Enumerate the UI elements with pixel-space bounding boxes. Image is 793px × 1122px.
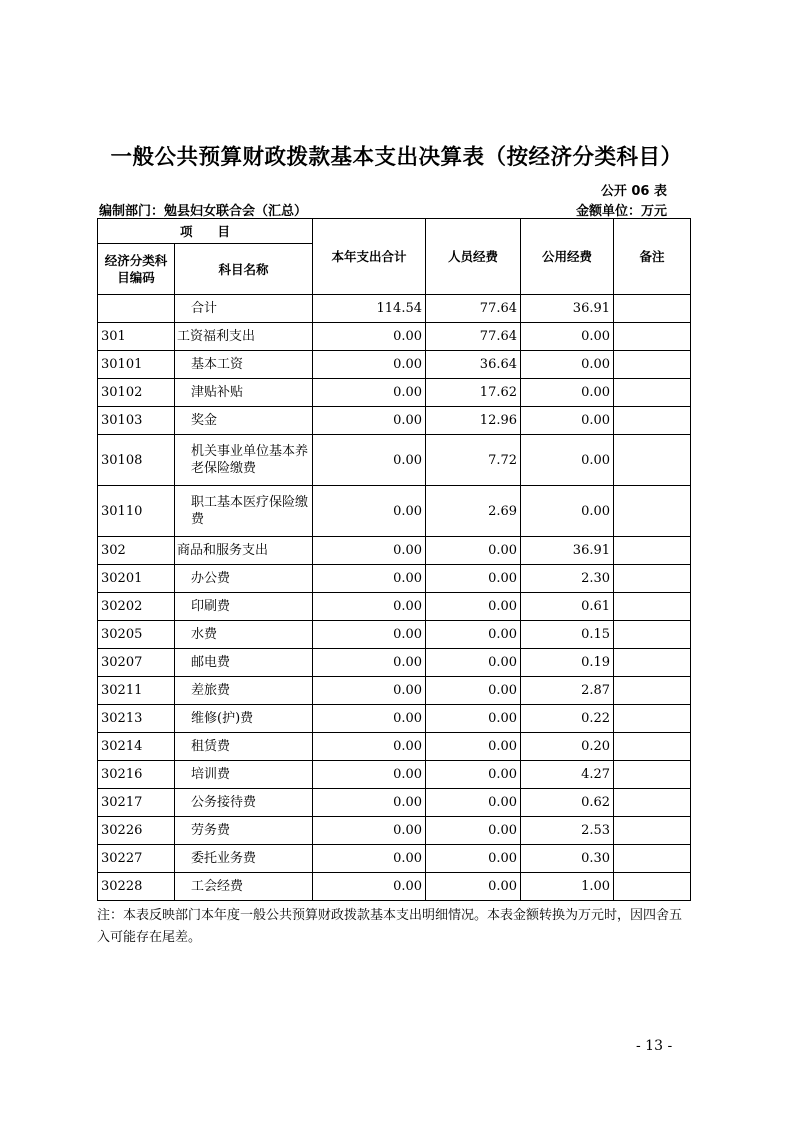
cell-personnel: 0.00 bbox=[426, 733, 521, 761]
cell-name: 机关事业单位基本养老保险缴费 bbox=[175, 435, 313, 486]
table-note: 注：本表反映部门本年度一般公共预算财政拨款基本支出明细情况。本表金额转换为万元时，因四舍五入可能存在尾差。 bbox=[97, 908, 683, 945]
table-row bbox=[98, 565, 691, 593]
table-row bbox=[98, 379, 691, 407]
cell-personnel: 0.00 bbox=[426, 621, 521, 649]
unit-label: 金额单位：万元 bbox=[575, 204, 667, 219]
cell-personnel: 0.00 bbox=[426, 873, 521, 901]
cell-code: 30205 bbox=[98, 621, 175, 649]
cell-remark bbox=[614, 817, 691, 845]
cell-personnel: 0.00 bbox=[426, 593, 521, 621]
cell-code: 30211 bbox=[98, 677, 175, 705]
cell-public: 0.19 bbox=[521, 649, 614, 677]
cell-personnel: 0.00 bbox=[426, 649, 521, 677]
cell-name: 维修(护)费 bbox=[175, 705, 313, 733]
cell-remark bbox=[614, 873, 691, 901]
cell-public: 2.53 bbox=[521, 817, 614, 845]
cell-personnel: 0.00 bbox=[426, 817, 521, 845]
table-row bbox=[98, 789, 691, 817]
cell-total: 0.00 bbox=[313, 379, 426, 407]
table-row bbox=[98, 677, 691, 705]
cell-remark bbox=[614, 537, 691, 565]
cell-total: 0.00 bbox=[313, 537, 426, 565]
cell-remark bbox=[614, 733, 691, 761]
cell-public: 0.20 bbox=[521, 733, 614, 761]
cell-personnel: 0.00 bbox=[426, 845, 521, 873]
cell-name: 津贴补贴 bbox=[175, 379, 313, 407]
cell-remark bbox=[614, 677, 691, 705]
table-row bbox=[98, 323, 691, 351]
cell-total: 0.00 bbox=[313, 761, 426, 789]
cell-name: 工会经费 bbox=[175, 873, 313, 901]
cell-remark bbox=[614, 649, 691, 677]
cell-personnel: 0.00 bbox=[426, 761, 521, 789]
page-title: 一般公共预算财政拨款基本支出决算表（按经济分类科目） bbox=[110, 145, 683, 170]
cell-name: 办公费 bbox=[175, 565, 313, 593]
cell-name: 工资福利支出 bbox=[175, 323, 313, 351]
cell-personnel: 2.69 bbox=[426, 486, 521, 537]
table-row bbox=[98, 705, 691, 733]
cell-remark bbox=[614, 705, 691, 733]
header-total: 本年支出合计 bbox=[313, 219, 426, 295]
cell-total: 0.00 bbox=[313, 407, 426, 435]
cell-code bbox=[98, 295, 175, 323]
cell-total: 0.00 bbox=[313, 593, 426, 621]
cell-code: 30102 bbox=[98, 379, 175, 407]
cell-name: 合计 bbox=[175, 295, 313, 323]
cell-code: 30108 bbox=[98, 435, 175, 486]
cell-personnel: 77.64 bbox=[426, 323, 521, 351]
cell-name: 基本工资 bbox=[175, 351, 313, 379]
cell-public: 0.00 bbox=[521, 351, 614, 379]
cell-total: 0.00 bbox=[313, 789, 426, 817]
expenditure-table bbox=[97, 218, 691, 901]
cell-name: 邮电费 bbox=[175, 649, 313, 677]
cell-remark bbox=[614, 486, 691, 537]
header-name: 科目名称 bbox=[175, 244, 313, 295]
table-row bbox=[98, 486, 691, 537]
header-code: 经济分类科目编码 bbox=[98, 244, 175, 295]
cell-code: 30101 bbox=[98, 351, 175, 379]
cell-code: 30214 bbox=[98, 733, 175, 761]
cell-total: 0.00 bbox=[313, 677, 426, 705]
cell-code: 30202 bbox=[98, 593, 175, 621]
cell-remark bbox=[614, 351, 691, 379]
cell-personnel: 36.64 bbox=[426, 351, 521, 379]
cell-public: 0.30 bbox=[521, 845, 614, 873]
cell-total: 0.00 bbox=[313, 817, 426, 845]
cell-total: 0.00 bbox=[313, 873, 426, 901]
cell-code: 30227 bbox=[98, 845, 175, 873]
table-row bbox=[98, 537, 691, 565]
cell-public: 0.61 bbox=[521, 593, 614, 621]
cell-code: 30207 bbox=[98, 649, 175, 677]
cell-name: 水费 bbox=[175, 621, 313, 649]
cell-personnel: 0.00 bbox=[426, 705, 521, 733]
cell-public: 2.87 bbox=[521, 677, 614, 705]
table-row bbox=[98, 295, 691, 323]
cell-name: 奖金 bbox=[175, 407, 313, 435]
cell-remark bbox=[614, 323, 691, 351]
cell-total: 0.00 bbox=[313, 705, 426, 733]
cell-code: 30216 bbox=[98, 761, 175, 789]
cell-total: 114.54 bbox=[313, 295, 426, 323]
cell-name: 差旅费 bbox=[175, 677, 313, 705]
cell-total: 0.00 bbox=[313, 486, 426, 537]
cell-code: 30103 bbox=[98, 407, 175, 435]
cell-name: 职工基本医疗保险缴费 bbox=[175, 486, 313, 537]
table-row bbox=[98, 649, 691, 677]
cell-name: 公务接待费 bbox=[175, 789, 313, 817]
cell-remark bbox=[614, 593, 691, 621]
table-row bbox=[98, 733, 691, 761]
cell-personnel: 12.96 bbox=[426, 407, 521, 435]
cell-name: 印刷费 bbox=[175, 593, 313, 621]
table-row bbox=[98, 435, 691, 486]
page-number: - 13 - bbox=[636, 1038, 673, 1054]
header-item: 项 目 bbox=[98, 219, 313, 244]
cell-personnel: 17.62 bbox=[426, 379, 521, 407]
cell-personnel: 7.72 bbox=[426, 435, 521, 486]
cell-public: 0.00 bbox=[521, 407, 614, 435]
cell-total: 0.00 bbox=[313, 649, 426, 677]
cell-public: 2.30 bbox=[521, 565, 614, 593]
cell-public: 0.15 bbox=[521, 621, 614, 649]
cell-public: 0.22 bbox=[521, 705, 614, 733]
table-row bbox=[98, 761, 691, 789]
cell-code: 30213 bbox=[98, 705, 175, 733]
header-remark: 备注 bbox=[614, 219, 691, 295]
cell-code: 30217 bbox=[98, 789, 175, 817]
cell-code: 301 bbox=[98, 323, 175, 351]
table-row bbox=[98, 351, 691, 379]
department-label: 编制部门：勉县妇女联合会（汇总） bbox=[99, 204, 308, 219]
cell-total: 0.00 bbox=[313, 733, 426, 761]
table-row bbox=[98, 407, 691, 435]
cell-personnel: 0.00 bbox=[426, 677, 521, 705]
cell-public: 0.00 bbox=[521, 379, 614, 407]
cell-public: 4.27 bbox=[521, 761, 614, 789]
cell-personnel: 0.00 bbox=[426, 537, 521, 565]
cell-name: 委托业务费 bbox=[175, 845, 313, 873]
cell-remark bbox=[614, 789, 691, 817]
cell-total: 0.00 bbox=[313, 621, 426, 649]
cell-remark bbox=[614, 845, 691, 873]
table-row bbox=[98, 621, 691, 649]
header-personnel: 人员经费 bbox=[426, 219, 521, 295]
cell-name: 商品和服务支出 bbox=[175, 537, 313, 565]
cell-total: 0.00 bbox=[313, 323, 426, 351]
cell-public: 36.91 bbox=[521, 537, 614, 565]
cell-code: 30110 bbox=[98, 486, 175, 537]
cell-public: 0.00 bbox=[521, 486, 614, 537]
cell-public: 0.62 bbox=[521, 789, 614, 817]
cell-total: 0.00 bbox=[313, 845, 426, 873]
cell-remark bbox=[614, 407, 691, 435]
table-row bbox=[98, 845, 691, 873]
cell-total: 0.00 bbox=[313, 565, 426, 593]
table-body bbox=[98, 295, 691, 901]
cell-remark bbox=[614, 379, 691, 407]
cell-public: 0.00 bbox=[521, 435, 614, 486]
cell-personnel: 0.00 bbox=[426, 565, 521, 593]
cell-public: 0.00 bbox=[521, 323, 614, 351]
cell-total: 0.00 bbox=[313, 435, 426, 486]
cell-total: 0.00 bbox=[313, 351, 426, 379]
cell-remark bbox=[614, 621, 691, 649]
table-row bbox=[98, 593, 691, 621]
cell-name: 培训费 bbox=[175, 761, 313, 789]
cell-personnel: 77.64 bbox=[426, 295, 521, 323]
cell-name: 劳务费 bbox=[175, 817, 313, 845]
cell-name: 租赁费 bbox=[175, 733, 313, 761]
cell-remark bbox=[614, 295, 691, 323]
cell-code: 30226 bbox=[98, 817, 175, 845]
form-code: 公开 06 表 bbox=[600, 184, 667, 199]
cell-remark bbox=[614, 761, 691, 789]
cell-code: 302 bbox=[98, 537, 175, 565]
header-public: 公用经费 bbox=[521, 219, 614, 295]
table-row bbox=[98, 817, 691, 845]
cell-code: 30201 bbox=[98, 565, 175, 593]
cell-personnel: 0.00 bbox=[426, 789, 521, 817]
cell-remark bbox=[614, 435, 691, 486]
cell-public: 1.00 bbox=[521, 873, 614, 901]
table-row bbox=[98, 873, 691, 901]
cell-code: 30228 bbox=[98, 873, 175, 901]
cell-remark bbox=[614, 565, 691, 593]
cell-public: 36.91 bbox=[521, 295, 614, 323]
